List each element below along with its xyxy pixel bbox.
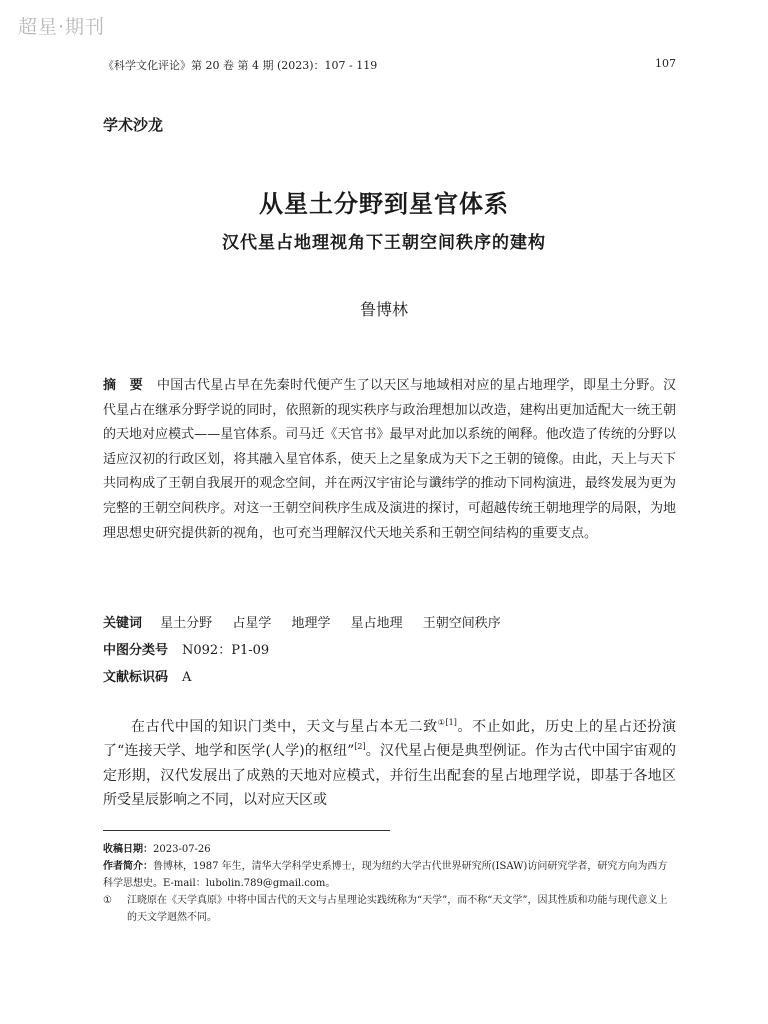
author-bio-label: 作者简介： <box>103 861 153 872</box>
citation-marker[interactable]: [2] <box>354 742 366 752</box>
keyword: 王朝空间秩序 <box>422 616 501 631</box>
keyword: 星土分野 <box>160 616 213 631</box>
author-bio-text: 鲁博林，1987 年生，清华大学科学史系博士，现为纽约大学古代世界研究所(ISAW)访问研究学者，研究方向为西方科学思想史。E-mail：lubolin.789@gmail.com。 <box>103 861 668 889</box>
section-label: 学术沙龙 <box>103 116 164 134</box>
footnote-text: 江晓原在《天学真原》中将中国古代的天文与占星理论实践统称为“天学”，而不称“天文学”，因其性质和功能与现代意义上的天文学迥然不同。 <box>127 895 668 923</box>
citation-marker[interactable]: ①[1] <box>437 718 457 727</box>
keyword: 地理学 <box>291 616 331 631</box>
article-title: 从星土分野到星官体系 <box>259 190 509 218</box>
page-number: 107 <box>655 57 676 70</box>
footnote-item <box>103 892 676 926</box>
doc-code-value: A <box>182 670 192 685</box>
classification-label: 中图分类号 <box>103 643 169 658</box>
keyword: 占星学 <box>232 616 272 631</box>
footnote-divider <box>103 830 390 831</box>
body-text-part: 。不止如此，历史上的星占还扮演了“连接天学、地学和医学(人学)的枢纽” <box>103 719 677 760</box>
received-date-value: 2023-07-26 <box>153 844 211 855</box>
keywords-line <box>103 612 676 631</box>
classification-value: N092：P1-09 <box>182 643 270 658</box>
body-text-part: 。汉代星占便是典型例证。作为古代中国宇宙观的定形期，汉代发展出了成熟的天地对应模式，并衍生出配套的星占地理学说，即基于各地区所受星辰影响之不同，以对应天区或 <box>103 743 676 808</box>
received-date-label: 收稿日期： <box>103 844 153 855</box>
keyword: 星占地理 <box>350 616 403 631</box>
keywords-label: 关键词 <box>103 616 143 631</box>
abstract <box>103 374 676 546</box>
doc-code-line <box>103 666 676 685</box>
author-bio-note <box>103 858 676 892</box>
received-date-note <box>103 841 676 858</box>
body-text-part: 在古代中国的知识门类中，天文与星占本无二致 <box>131 719 438 735</box>
watermark-logo: 超星·期刊 <box>18 16 106 38</box>
doc-code-label: 文献标识码 <box>103 670 169 685</box>
abstract-text: 中国古代星占早在先秦时代便产生了以天区与地域相对应的星占地理学，即星土分野。汉代星占在继承分野学说的同时，依照新的现实秩序与政治理想加以改造，建构出更加适配大一统王朝的天地对应模式——星官体系。司马迁《天官书》最早对此加以系统的阐释。他改造了传统的分野以适应汉初的行政区划，将其融入星官体系，使天上之星象成为天下之王朝的镜像。由此，天上与天下共同构成了王朝自我展开的观念空间，并在两汉宇宙论与谶纬学的推动下同构演进，最终发展为更为完整的王朝空间秩序。对这一王朝空间秩序生成及演进的探讨，可超越传统王朝地理学的局限，为地理思想史研究提供新的视角，也可充当理解汉代天地关系和王朝空间结构的重要支点。 <box>103 378 676 541</box>
classification-line <box>103 639 676 658</box>
body-paragraph <box>103 715 676 812</box>
abstract-label: 摘 要 <box>103 378 143 393</box>
running-head: 《科学文化评论》第 20 卷 第 4 期 (2023)：107 - 119 <box>103 59 378 72</box>
footnotes <box>103 841 676 926</box>
author-name: 鲁博林 <box>359 300 408 319</box>
footnote-marker: ① <box>103 895 112 906</box>
article-subtitle: 汉代星占地理视角下王朝空间秩序的建构 <box>222 233 546 253</box>
